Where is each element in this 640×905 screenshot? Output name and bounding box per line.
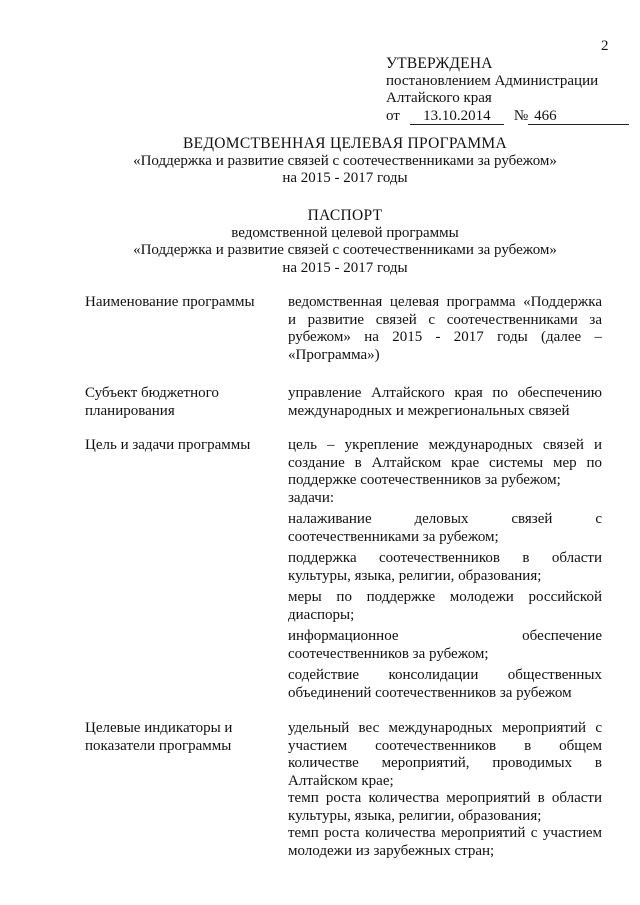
row-value: [288, 720, 602, 860]
program-name: «Поддержка и развитие связей с соотечественниками за рубежом»: [133, 152, 557, 169]
row-value: [288, 385, 602, 420]
approval-block: [386, 55, 629, 125]
from-label: от: [386, 107, 400, 124]
approval-date: 13.10.2014: [410, 108, 504, 125]
row-label: Цель и задачи программы: [85, 437, 251, 453]
row-value: [288, 437, 602, 702]
row-paragraph: цель – укрепление международных связей и создание в Алтайском крае системы мер по поддержке соотечественников за рубежом;: [288, 437, 602, 488]
row-label: Целевые индикаторы и показатели программы: [85, 720, 233, 754]
program-header: [0, 135, 640, 188]
approval-number: 466: [528, 108, 629, 125]
row-paragraph: удельный вес международных мероприятий с участием соотечественников в общем количестве мероприятий, проводимых в Алтайском крае;: [288, 720, 602, 789]
row-label: Наименование программы: [85, 294, 255, 310]
passport-name: «Поддержка и развитие связей с соотечественниками за рубежом»: [133, 242, 557, 258]
row-paragraph: меры по поддержке молодежи российской диаспоры;: [288, 589, 602, 623]
row-paragraph: управление Алтайского края по обеспечению международных и межрегиональных связей: [288, 385, 602, 419]
passport-title: ПАСПОРТ: [307, 207, 383, 224]
passport-period: на 2015 - 2017 годы: [282, 259, 408, 276]
row-paragraph: поддержка соотечественников в области культуры, языка, религии, образования;: [288, 550, 602, 584]
row-paragraph: темп роста количества мероприятий с участием молодежи из зарубежных стран;: [288, 825, 602, 859]
passport-header: [0, 207, 640, 277]
row-value: [288, 294, 602, 364]
row-paragraph: налаживание деловых связей с соотечественниками за рубежом;: [288, 511, 602, 545]
row-paragraph: ведомственная целевая программа «Поддержка и развитие связей с соотечественниками за рубежом» на 2015 - 2017 годы (далее – «Программа»): [288, 294, 602, 363]
passport-line-1: ведомственной целевой программы: [231, 224, 459, 241]
number-label: №: [513, 107, 529, 124]
row-paragraph: информационное обеспечение соотечественников за рубежом;: [288, 628, 602, 662]
approval-title: УТВЕРЖДЕНА: [386, 55, 493, 72]
program-title: ВЕДОМСТВЕННАЯ ЦЕЛЕВАЯ ПРОГРАММА: [182, 135, 507, 152]
approval-date-line: [386, 108, 629, 126]
row-paragraph: темп роста количества мероприятий в области культуры, языка, религии, образования;: [288, 790, 602, 824]
row-label: Субъект бюджетного планирования: [85, 385, 219, 419]
approval-line-2: Алтайского края: [386, 90, 492, 106]
row-paragraph: задачи:: [288, 489, 335, 506]
program-period: на 2015 - 2017 годы: [282, 170, 408, 186]
page-number: 2: [601, 38, 609, 54]
row-paragraph: содействие консолидации общественных объединений соотечественников за рубежом: [288, 667, 602, 701]
approval-line-1: постановлением Администрации: [386, 72, 599, 89]
